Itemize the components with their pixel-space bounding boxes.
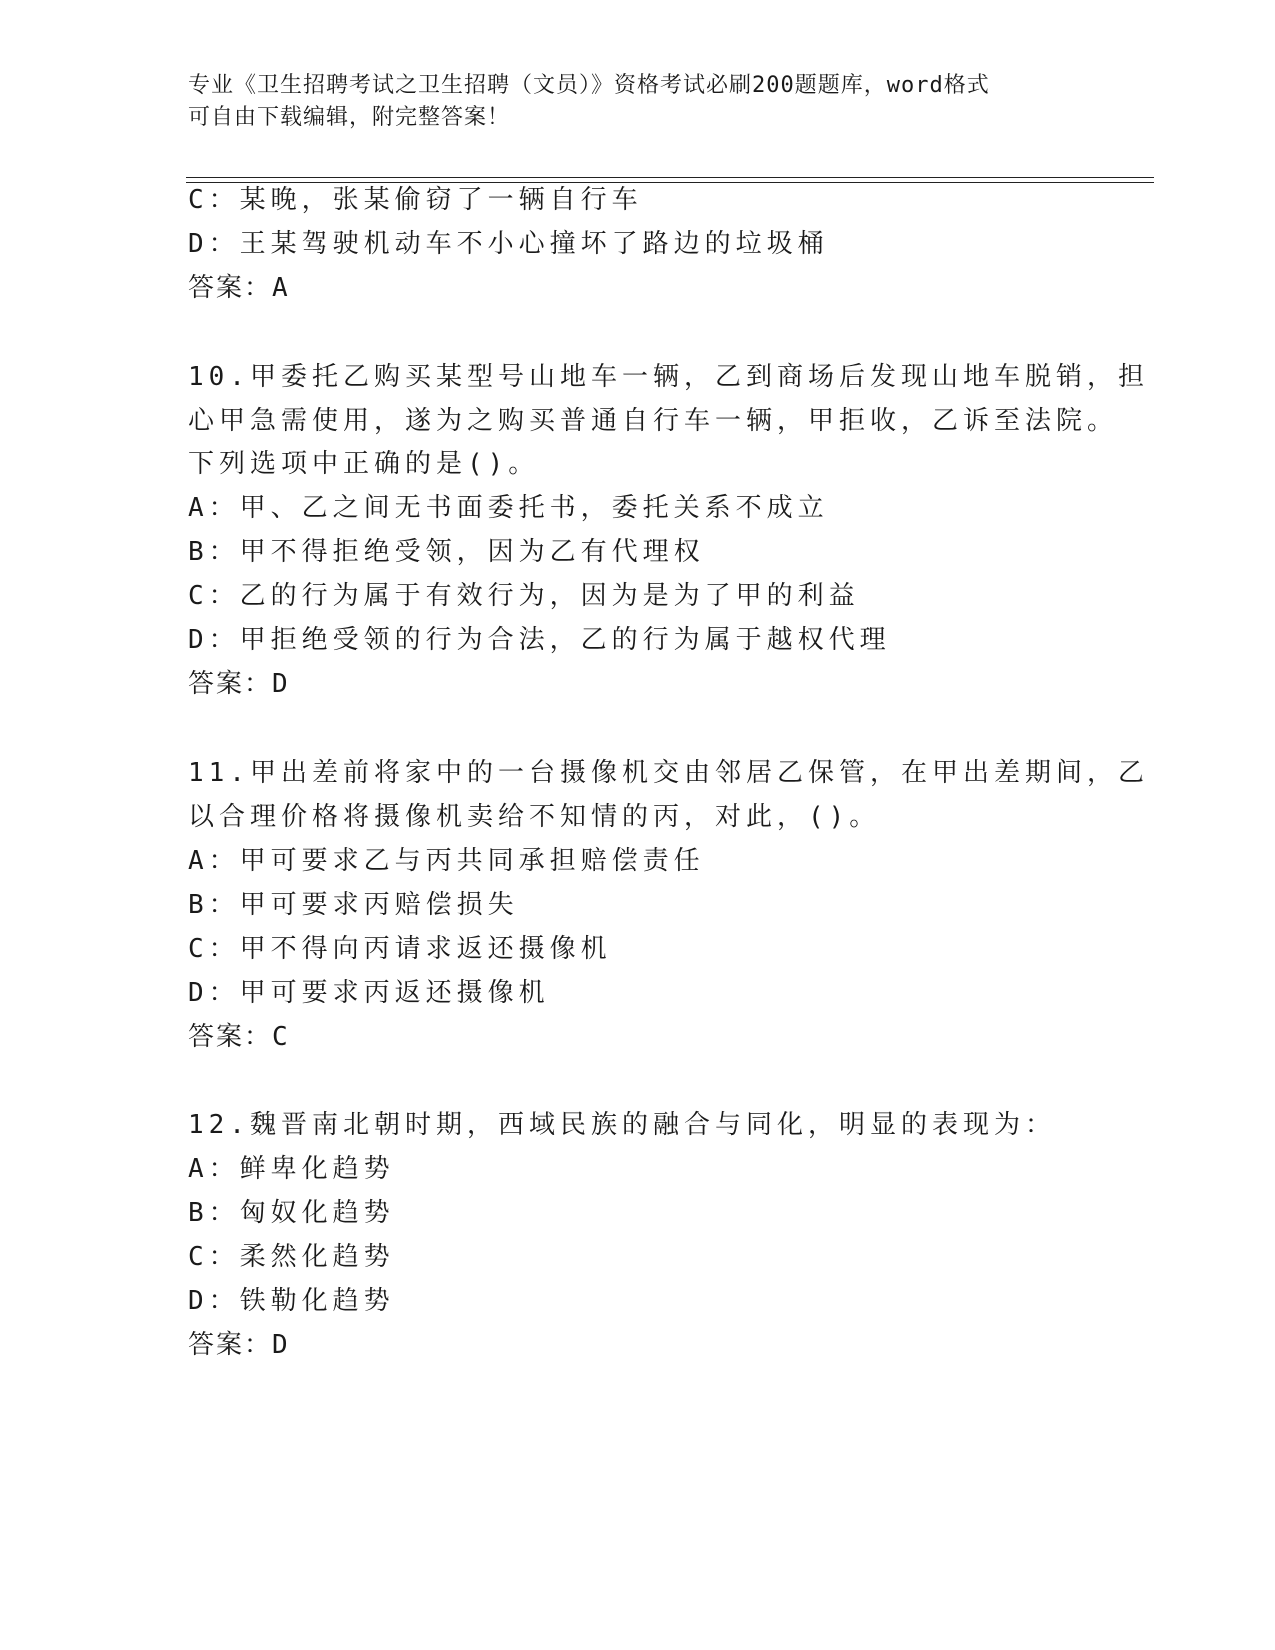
header-divider-top	[186, 177, 1154, 178]
q11-option-d: D：甲可要求丙返还摄像机	[188, 978, 550, 1008]
q12-option-d: D：铁勒化趋势	[188, 1286, 395, 1316]
q11-option-a: A：甲可要求乙与丙共同承担赔偿责任	[188, 846, 705, 876]
q9-answer: 答案：A	[188, 273, 290, 303]
q11-answer: 答案：C	[188, 1022, 290, 1052]
q10-stem-line-1: 10.甲委托乙购买某型号山地车一辆，乙到商场后发现山地车脱销，担	[188, 362, 1149, 392]
q9-option-d: D：王某驾驶机动车不小心撞坏了路边的垃圾桶	[188, 229, 829, 259]
document-header	[188, 70, 1088, 134]
q10-stem-line-3: 下列选项中正确的是()。	[188, 449, 540, 479]
q10-answer: 答案：D	[188, 669, 290, 699]
q9-option-c: C：某晚，张某偷窃了一辆自行车	[188, 185, 643, 215]
q11-option-c: C：甲不得向丙请求返还摄像机	[188, 934, 612, 964]
q12-stem-line-1: 12.魏晋南北朝时期，西域民族的融合与同化，明显的表现为：	[188, 1110, 1056, 1140]
q10-option-c: C：乙的行为属于有效行为，因为是为了甲的利益	[188, 581, 860, 611]
q10-option-d: D：甲拒绝受领的行为合法，乙的行为属于越权代理	[188, 625, 891, 655]
q10-option-b: B：甲不得拒绝受领，因为乙有代理权	[188, 537, 705, 567]
q10-stem-line-2: 心甲急需使用，遂为之购买普通自行车一辆，甲拒收，乙诉至法院。	[188, 406, 1119, 436]
q12-answer: 答案：D	[188, 1330, 290, 1360]
q11-option-b: B：甲可要求丙赔偿损失	[188, 890, 519, 920]
q11-stem-line-2: 以合理价格将摄像机卖给不知情的丙，对此，()。	[188, 802, 881, 832]
q12-option-c: C：柔然化趋势	[188, 1242, 395, 1272]
q12-option-b: B：匈奴化趋势	[188, 1198, 395, 1228]
header-line-2: 可自由下载编辑，附完整答案！	[188, 105, 511, 130]
q10-option-a: A：甲、乙之间无书面委托书，委托关系不成立	[188, 493, 829, 523]
header-line-1: 专业《卫生招聘考试之卫生招聘（文员）》资格考试必刷200题题库，word格式	[188, 73, 990, 98]
q12-option-a: A：鲜卑化趋势	[188, 1154, 395, 1184]
q11-stem-line-1: 11.甲出差前将家中的一台摄像机交由邻居乙保管，在甲出差期间，乙	[188, 758, 1149, 788]
